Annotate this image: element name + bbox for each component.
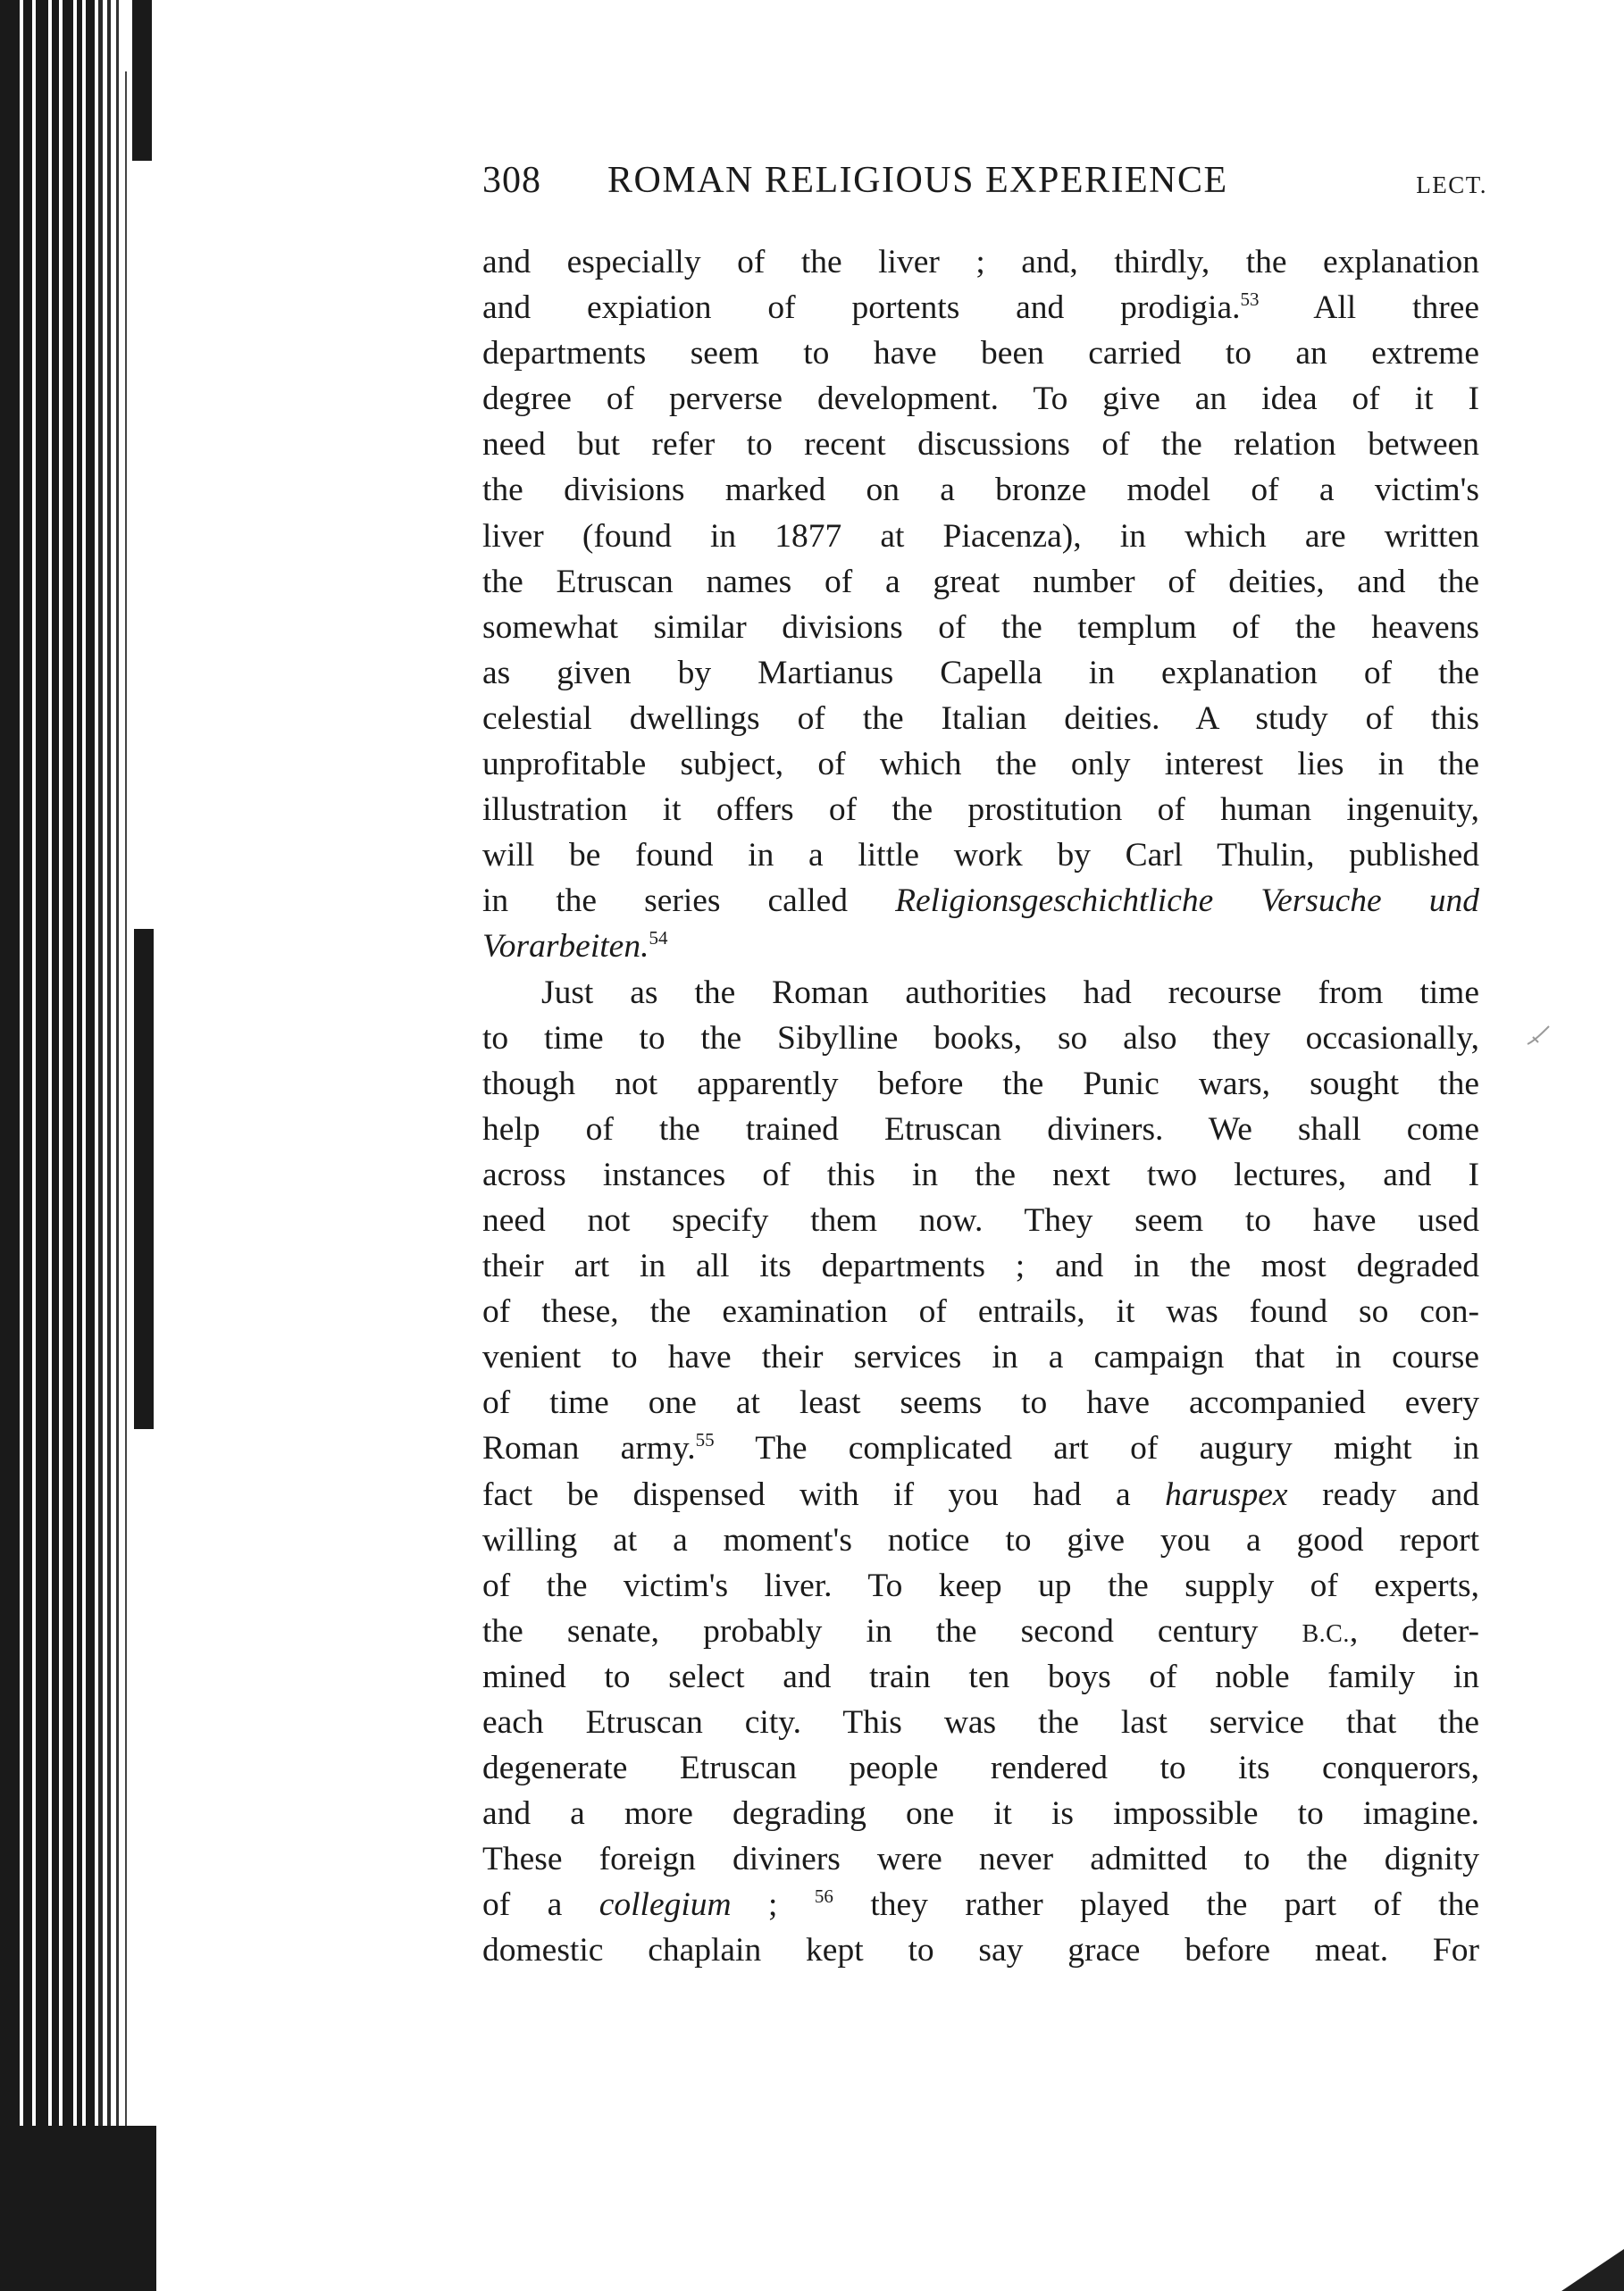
- text-segment: unprofitable subject, of which the only interest lies in the: [482, 746, 1479, 783]
- footnote-marker: 56: [814, 1885, 833, 1908]
- text-segment: need but refer to recent discussions of the relation between: [482, 426, 1479, 464]
- text-segment: as given by Martianus Capella in explanation of the: [482, 654, 1479, 691]
- text-line: [482, 1563, 1479, 1609]
- text-line: [482, 376, 1479, 422]
- text-segment: will be found in a little work by Carl Thulin, published: [482, 837, 1479, 874]
- text-segment: in the series called: [482, 882, 896, 920]
- text-segment: their art in all its departments ; and in the most degraded: [482, 1248, 1479, 1285]
- text-segment: Roman army.: [482, 1430, 696, 1467]
- text-segment: ready and: [1287, 1476, 1479, 1513]
- text-line: [482, 832, 1479, 878]
- text-segment: liver (found in 1877 at Piacenza), in which are written: [482, 517, 1479, 555]
- text-segment: illustration it offers of the prostitution of human ingenuity,: [482, 791, 1479, 829]
- text-segment: the Etruscan names of a great number of deities, and the: [482, 563, 1479, 600]
- text-line: [482, 878, 1479, 924]
- text-segment: help of the trained Etruscan diviners. We shall come: [482, 1110, 1479, 1148]
- text-line: [482, 1380, 1479, 1426]
- text-line: [482, 239, 1479, 285]
- text-line: [482, 1609, 1479, 1654]
- text-line: [482, 330, 1479, 376]
- text-segment: willing at a moment's notice to give you a good report: [482, 1521, 1479, 1559]
- text-segment: of these, the examination of entrails, it was found so con-: [482, 1293, 1479, 1331]
- text-segment: departments seem to have been carried to an extreme: [482, 335, 1479, 372]
- text-segment: the divisions marked on a bronze model of a victim's: [482, 472, 1479, 509]
- footnote-marker: 55: [695, 1429, 715, 1451]
- body-text: [482, 239, 1479, 1974]
- text-segment: need not specify them now. They seem to have used: [482, 1201, 1479, 1239]
- text-segment: somewhat similar divisions of the templum of the heavens: [482, 608, 1479, 646]
- italic-text: collegium: [599, 1886, 732, 1924]
- text-line: [482, 924, 1479, 969]
- text-segment: ;: [731, 1886, 815, 1924]
- small-caps-text: B.C.: [1302, 1619, 1350, 1648]
- text-segment: of time one at least seems to have accompanied every: [482, 1384, 1479, 1422]
- text-segment: mined to select and train ten boys of noble family in: [482, 1658, 1479, 1695]
- text-line: [482, 1745, 1479, 1791]
- text-segment: These foreign diviners were never admitted to the dignity: [482, 1841, 1479, 1878]
- footnote-marker: 53: [1240, 288, 1260, 311]
- italic-text: Vorarbeiten.: [482, 928, 649, 966]
- corner-smudge: [1561, 2231, 1624, 2291]
- text-line: [482, 1791, 1479, 1836]
- text-line: [482, 605, 1479, 650]
- text-segment: and especially of the liver ; and, thirdly, the explanation: [482, 244, 1479, 280]
- lecture-marker: LECT.: [1416, 171, 1487, 198]
- text-segment: and a more degrading one it is impossible to imagine.: [482, 1795, 1479, 1833]
- text-line: [482, 1700, 1479, 1745]
- italic-text: haruspex: [1165, 1476, 1288, 1513]
- text-segment: celestial dwellings of the Italian deities. A study of this: [482, 699, 1479, 737]
- text-segment: venient to have their services in a campaign that in course: [482, 1339, 1479, 1376]
- text-line: [482, 514, 1479, 559]
- text-line: [482, 741, 1479, 787]
- text-line: [482, 787, 1479, 832]
- page-number: 308: [482, 160, 541, 201]
- footnote-marker: 54: [649, 927, 668, 949]
- text-segment: , deter-: [1349, 1612, 1479, 1650]
- text-segment: of the victim's liver. To keep up the supply of experts,: [482, 1567, 1479, 1604]
- text-line: [482, 1472, 1479, 1518]
- text-segment: The complicated art of augury might in: [714, 1430, 1479, 1467]
- text-line: [482, 1243, 1479, 1289]
- book-page-edge: [0, 0, 156, 2291]
- text-segment: they rather played the part of the: [833, 1886, 1479, 1924]
- text-line: [482, 1334, 1479, 1380]
- text-line: [482, 1152, 1479, 1198]
- text-segment: and expiation of portents and prodigia.: [482, 289, 1241, 327]
- italic-text: Religionsgeschichtliche Versuche und: [895, 882, 1479, 920]
- text-line: [482, 650, 1479, 696]
- text-segment: though not apparently before the Punic wars, sought the: [482, 1065, 1479, 1102]
- text-segment: degenerate Etruscan people rendered to its conquerors,: [482, 1750, 1479, 1787]
- text-line: [482, 422, 1479, 467]
- text-line: [482, 559, 1479, 605]
- text-line: [482, 1198, 1479, 1243]
- text-line: [482, 285, 1479, 330]
- text-line: [482, 1654, 1479, 1700]
- text-line: [482, 1016, 1479, 1061]
- text-line: [482, 1289, 1479, 1334]
- stray-pencil-mark: [1526, 1021, 1561, 1048]
- text-line: [482, 696, 1479, 741]
- text-line: [482, 1882, 1479, 1927]
- text-segment: of a: [482, 1886, 599, 1924]
- running-title: ROMAN RELIGIOUS EXPERIENCE: [607, 160, 1228, 201]
- text-segment: domestic chaplain kept to say grace before meat. For: [482, 1932, 1479, 1969]
- text-segment: fact be dispensed with if you had a: [482, 1476, 1166, 1513]
- text-line: [482, 467, 1479, 513]
- text-segment: across instances of this in the next two lectures, and I: [482, 1156, 1479, 1193]
- text-line: [482, 970, 1479, 1016]
- text-line: [482, 1518, 1479, 1563]
- running-header: [482, 159, 1487, 222]
- text-segment: All three: [1259, 289, 1480, 327]
- text-line: [482, 1426, 1479, 1471]
- text-segment: degree of perverse development. To give an idea of it I: [482, 380, 1479, 418]
- text-line: [482, 1061, 1479, 1107]
- text-segment: Just as the Roman authorities had recourse from time: [541, 974, 1479, 1011]
- page-edge-stripes: [0, 0, 156, 2291]
- text-segment: the senate, probably in the second century: [482, 1612, 1302, 1650]
- text-line: [482, 1927, 1479, 1973]
- text-line: [482, 1836, 1479, 1882]
- text-segment: to time to the Sibylline books, so also they occasionally,: [482, 1019, 1479, 1057]
- text-segment: each Etruscan city. This was the last service that the: [482, 1704, 1479, 1741]
- text-line: [482, 1107, 1479, 1152]
